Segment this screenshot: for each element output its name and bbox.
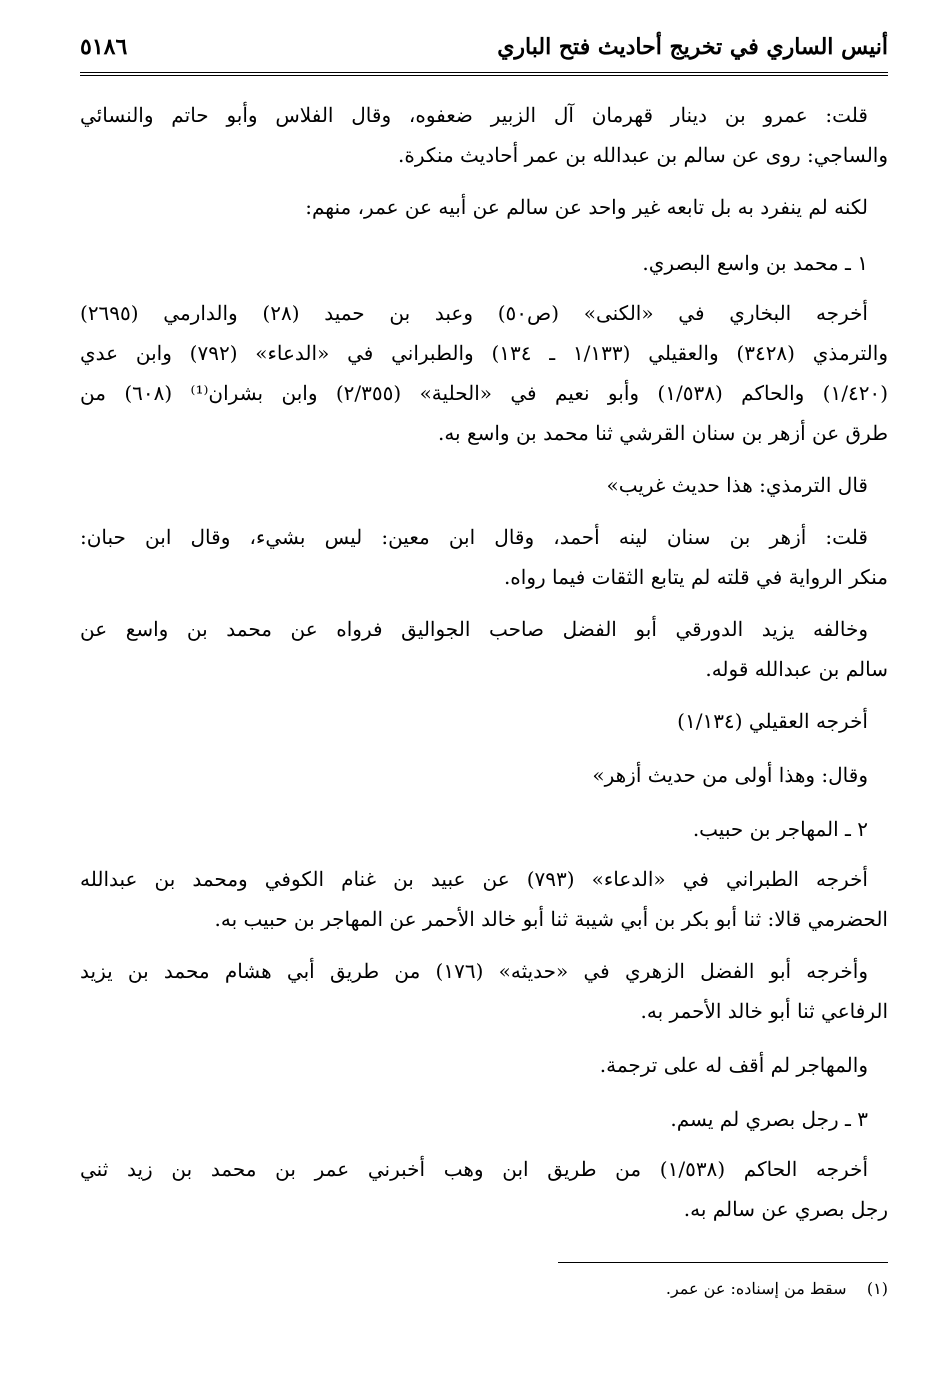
text-line: سالم بن عبدالله قوله. xyxy=(705,657,888,681)
header-divider xyxy=(80,72,888,76)
text-line: أخرجه البخاري في «الكنى» (ص٥٠) وعبد بن حميد (٢٨) والدارمي (٢٦٩٥) xyxy=(80,301,868,325)
text-line: وخالفه يزيد الدورقي أبو الفضل صاحب الجواليق فرواه عن محمد بن واسع عن xyxy=(80,617,868,641)
text-line: قلت: عمرو بن دينار قهرمان آل الزبير ضعفوه، وقال الفلاس وأبو حاتم والنسائي xyxy=(80,103,868,127)
book-title: أنيس الساري في تخريج أحاديث فتح الباري xyxy=(497,34,888,60)
text-line: طرق عن أزهر بن سنان القرشي ثنا محمد بن واسع به. xyxy=(437,421,888,445)
text-line: أخرجه العقيلي (١/١٣٤) xyxy=(677,709,868,733)
page-number: ٥١٨٦ xyxy=(80,34,128,60)
text-line: منكر الرواية في قلته لم يتابع الثقات فيما رواه. xyxy=(503,565,888,589)
footnote-divider xyxy=(558,1262,888,1263)
text-line: الرفاعي ثنا أبو خالد الأحمر به. xyxy=(640,999,888,1023)
text-line: قلت: أزهر بن سنان لينه أحمد، وقال ابن معين: ليس بشيء، وقال ابن حبان: xyxy=(80,525,868,549)
text-line: والساجي: روى عن سالم بن عبدالله بن عمر أحاديث منكرة. xyxy=(398,143,888,167)
text-line: ٣ ـ رجل بصري لم يسم. xyxy=(670,1107,868,1131)
text-line: (١/٤٢٠) والحاكم (١/٥٣٨) وأبو نعيم في «الحلية» (٢/٣٥٥) وابن بشران⁽¹⁾ (٦٠٨) من xyxy=(80,381,888,405)
text-line: ١ ـ محمد بن واسع البصري. xyxy=(642,251,868,275)
text-line: والترمذي (٣٤٢٨) والعقيلي (١/١٣٣ ـ ١٣٤) والطبراني في «الدعاء» (٧٩٢) وابن عدي xyxy=(80,341,888,365)
text-line: الحضرمي قالا: ثنا أبو بكر بن أبي شيبة ثنا أبو خالد الأحمر عن المهاجر بن حبيب به. xyxy=(214,907,888,931)
text-line: وأخرجه أبو الفضل الزهري في «حديثه» (١٧٦) من طريق أبي هشام محمد بن يزيد xyxy=(80,959,868,983)
text-line: أخرجه الحاكم (١/٥٣٨) من طريق ابن وهب أخبرني عمر بن محمد بن زيد ثني xyxy=(80,1157,868,1181)
footnote xyxy=(80,1276,888,1302)
text-line: قال الترمذي: هذا حديث غريب» xyxy=(606,473,868,497)
text-line: رجل بصري عن سالم به. xyxy=(683,1197,888,1221)
footnote-marker: (١) xyxy=(866,1279,888,1298)
text-line: والمهاجر لم أقف له على ترجمة. xyxy=(599,1053,868,1077)
text-line: ٢ ـ المهاجر بن حبيب. xyxy=(692,817,868,841)
text-line: وقال: وهذا أولى من حديث أزهر» xyxy=(592,763,868,787)
page-header xyxy=(80,34,888,66)
footnote-text: سقط من إسناده: عن عمر. xyxy=(665,1279,847,1298)
text-line: لكنه لم ينفرد به بل تابعه غير واحد عن سالم عن أبيه عن عمر، منهم: xyxy=(305,195,868,219)
text-line: أخرجه الطبراني في «الدعاء» (٧٩٣) عن عبيد بن غنام الكوفي ومحمد بن عبدالله xyxy=(80,867,868,891)
